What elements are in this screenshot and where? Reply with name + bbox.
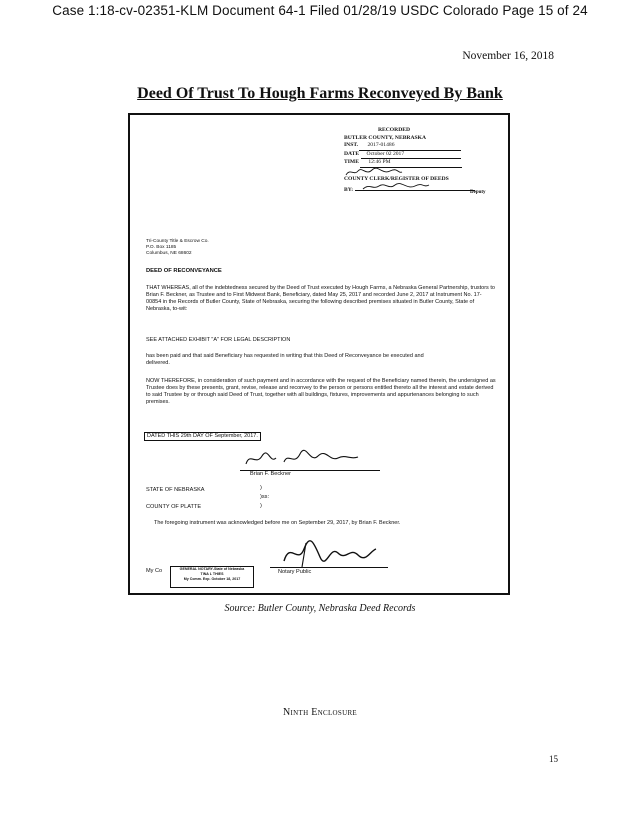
page-title: Deed Of Trust To Hough Farms Reconveyed By Bank bbox=[137, 85, 503, 102]
time-label: TIME bbox=[344, 159, 359, 165]
signer-name: Brian F. Beckner bbox=[250, 471, 292, 477]
acknowledgment-text: The foregoing instrument was acknowledged before me on September 29, 2017, by Brian F. Beckner. bbox=[154, 520, 401, 526]
seal-line: My Comm. Exp. October 18, 2017 bbox=[183, 577, 241, 581]
enclosure-label: Ninth Enclosure bbox=[283, 707, 357, 718]
seal-line: GENERAL NOTARY-State of Nebraska bbox=[179, 567, 245, 571]
legal-description-note: SEE ATTACHED EXHIBIT "A" FOR LEGAL DESCRIPTION bbox=[146, 337, 291, 343]
page-number: 15 bbox=[549, 754, 558, 764]
commission-label: My Co bbox=[146, 568, 163, 574]
deed-paragraph-2: has been paid and that said Beneficiary has requested in writing that this Deed of Reconveyance be executed and delivered. bbox=[146, 353, 424, 367]
by-label: BY: bbox=[344, 187, 354, 193]
return-address bbox=[146, 239, 209, 257]
notary-signature-line bbox=[270, 567, 388, 568]
notary-seal bbox=[170, 566, 254, 588]
date-value: October 02 2017 bbox=[361, 151, 461, 160]
notary-public-label: Notary Public bbox=[278, 569, 312, 575]
deed-heading: DEED OF RECONVEYANCE bbox=[146, 268, 222, 274]
inst-value: 2017-01486 bbox=[359, 142, 461, 151]
deed-paragraph-3: NOW THEREFORE, in consideration of such payment and in accordance with the request of the Beneficiary named therein, the undersigned as Trustee does by these presents, grant, revise, release and reconvey to the person or persons entitled thereto all the interest and estate derived to said Trustee by or through said Deed of Trust, together with all buildings, fixtures, improvements and appurtenances belonging to such premises. bbox=[146, 378, 496, 406]
source-caption: Source: Butler County, Nebraska Deed Records bbox=[224, 603, 416, 614]
venue-paren-bottom: ) bbox=[260, 503, 262, 509]
time-value: 12:46 PM bbox=[360, 159, 462, 168]
county-label: COUNTY OF PLATTE bbox=[146, 504, 202, 510]
recorded-county: BUTLER COUNTY, NEBRASKA bbox=[344, 134, 427, 141]
return-address-line: Tri-County Title & Escrow Co. bbox=[146, 239, 209, 244]
deed-exhibit-image bbox=[128, 113, 510, 595]
deputy-label: Deputy bbox=[470, 190, 486, 195]
return-address-line: Columbus, NE 68602 bbox=[146, 251, 192, 256]
letter-date: November 16, 2018 bbox=[462, 50, 554, 62]
recording-stamp bbox=[344, 127, 504, 195]
venue-paren-top: ) bbox=[260, 485, 262, 491]
clerk-title: COUNTY CLERK/REGISTER OF DEEDS bbox=[344, 175, 449, 182]
seal-line: TINA L THIES bbox=[200, 572, 224, 576]
clerk-signature bbox=[344, 168, 504, 176]
trustee-signature bbox=[240, 448, 380, 471]
notary-signature bbox=[280, 539, 380, 569]
deputy-signature-line bbox=[355, 183, 475, 191]
recorded-heading: RECORDED bbox=[378, 127, 411, 133]
inst-label: INST. bbox=[344, 142, 359, 148]
return-address-line: P.O. Box 1185 bbox=[146, 245, 177, 250]
deed-paragraph-1: THAT WHEREAS, all of the indebtedness secured by the Deed of Trust executed by Hough Farms, a Nebraska General Partnership, trustors to Brian F. Beckner, as Trustee and to First Midwest Bank, Beneficiary, dated May 25, 2017 and recorded June 2, 2017 at Instrument No. 17-00854 in the Records of Butler County, State of Nebraska, securing the following described premises situated in Butler County, State of Nebraska, to-wit: bbox=[146, 285, 495, 313]
state-label: STATE OF NEBRASKA bbox=[146, 487, 205, 493]
court-header: Case 1:18-cv-02351-KLM Document 64-1 Filed 01/28/19 USDC Colorado Page 15 of 24 bbox=[52, 3, 588, 18]
dated-line: DATED THIS 29th DAY OF September, 2017. bbox=[144, 432, 261, 441]
date-label: DATE bbox=[344, 150, 360, 157]
ss-mark: )ss: bbox=[260, 494, 270, 500]
